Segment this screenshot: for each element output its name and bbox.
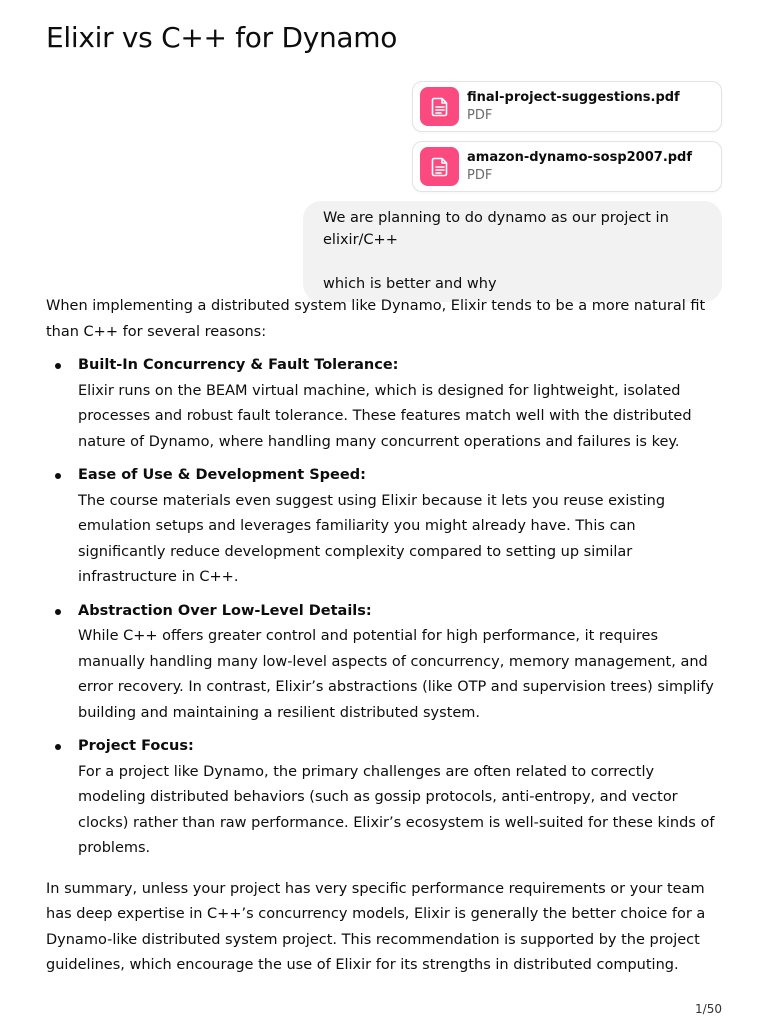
list-item-title: Built-In Concurrency & Fault Tolerance: (78, 357, 399, 373)
page-title: Elixir vs C++ for Dynamo (46, 21, 398, 54)
response-intro: When implementing a distributed system like Dynamo, Elixir tends to be a more natural fit than C++ for several reasons: (46, 298, 706, 340)
attachment-card[interactable] (412, 141, 722, 192)
response-summary: In summary, unless your project has very specific performance requirements or your team has deep expertise in C++’s concurrency models, Elixir is generally the better choice for a Dynamo-like distributed system project. This recommendation is supported by the project guidelines, which encourage the use of Elixir for its strengths in distributed computing. (46, 880, 706, 973)
assistant-response (46, 294, 724, 979)
list-item-body: The course materials even suggest using Elixir because it lets you reuse existing emulation setups and leverages familiarity you might already have. This can significantly reduce development complexity compared to setting up similar infrastructure in C++. (78, 492, 666, 585)
page-number: 1/50 (695, 1002, 722, 1016)
list-item-title: Project Focus: (78, 738, 194, 754)
reasons-list (46, 353, 724, 862)
user-message-line: which is better and why (323, 276, 497, 292)
attachment-filename: final-project-suggestions.pdf (467, 89, 680, 105)
user-message-line: We are planning to do dynamo as our project in elixir/C++ (323, 210, 669, 248)
list-item-title: Abstraction Over Low-Level Details: (78, 602, 372, 619)
attachment-filename: amazon-dynamo-sosp2007.pdf (467, 149, 693, 165)
attachment-filetype: PDF (467, 107, 493, 123)
list-item-body: For a project like Dynamo, the primary challenges are often related to correctly modeling distributed behaviors (such as gossip protocols, anti-entropy, and vector clocks) rather than raw performance. Elixir’s ecosystem is well-suited for these kinds of problems. (78, 763, 715, 856)
list-item (78, 353, 724, 455)
user-message-bubble (303, 201, 722, 302)
list-item (78, 463, 724, 591)
list-item-body: While C++ offers greater control and potential for high performance, it requires manually handling many low-level aspects of concurrency, memory management, and error recovery. In contrast, Elixir’s abstractions (like OTP and supervision trees) simplify building and maintaining a resilient distributed system. (78, 628, 714, 721)
attachment-filetype: PDF (467, 167, 493, 183)
list-item-title: Ease of Use & Development Speed: (78, 467, 366, 483)
attachment-card[interactable] (412, 81, 722, 132)
attachment-list (412, 81, 722, 201)
list-item-body: Elixir runs on the BEAM virtual machine, which is designed for lightweight, isolated processes and robust fault tolerance. These features match well with the distributed nature of Dynamo, where handling many concurrent operations and failures is key. (78, 382, 692, 450)
list-item (78, 599, 724, 727)
list-item (78, 734, 724, 862)
document-icon (420, 87, 459, 126)
document-icon (420, 147, 459, 186)
